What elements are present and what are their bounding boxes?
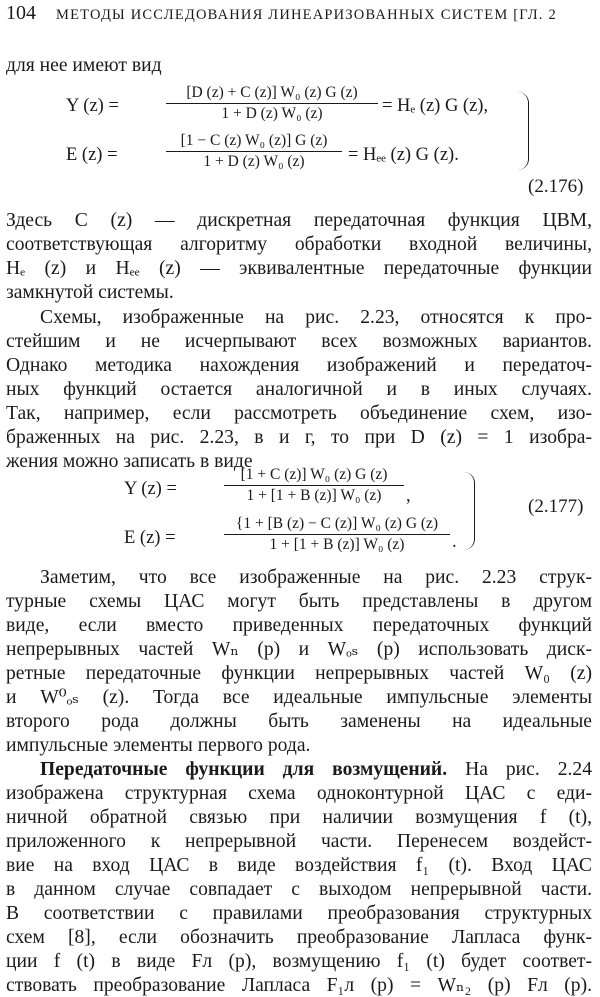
para1-line: соответствующая алгоритму обработки входной величины,: [6, 234, 592, 255]
eq177-line1-numerator: [1 + C (z)] W₀ (z) G (z): [224, 466, 404, 486]
eq176-line1-fraction: [166, 84, 378, 123]
para4-first-rest: На рис. 2.24: [447, 759, 592, 780]
eq176-brace-bottom: [518, 130, 529, 170]
eq177-line2-numerator: {1 + [B (z) − C (z)] W₀ (z) G (z): [224, 515, 450, 535]
para4-first-line: [6, 758, 592, 782]
para1-line: Hₑ (z) и Hₑₑ (z) — эквивалентные передаточные функции: [6, 258, 592, 279]
para3-line: непрерывных частей Wₙ (p) и Wₒₛ (p) использовать диск-: [6, 639, 592, 660]
para3-line: турные схемы ЦАС могут быть представлены в другом: [6, 591, 592, 612]
para1-line: Здесь C (z) — дискретная передаточная функция ЦВМ,: [6, 210, 592, 231]
page-number: 104: [6, 2, 36, 24]
eq176-brace-top: [518, 92, 529, 130]
para2-line: Схемы, изображенные на рис. 2.23, относятся к про-: [40, 307, 592, 328]
para4-line: ничной обратной связью при наличии возмущения f (t),: [6, 807, 592, 828]
eq177-line2-fraction: [224, 515, 450, 554]
eq176-line1-rhs: = Hₑ (z) G (z),: [382, 96, 489, 116]
para3-line: виде, если вместо приведенных передаточных функций: [6, 615, 592, 636]
eq176-line2-lhs: E (z) =: [66, 145, 118, 165]
eq177-line1-comma: ,: [406, 486, 411, 506]
para3-line: второго рода должны быть заменены на идеальные: [6, 711, 592, 732]
para4-line: ции f (t) в виде Fл (p), возмущению f₁ (t) будет соответ-: [6, 951, 592, 972]
para2-line: ных функций остается аналогичной и в иных случаях.: [6, 379, 592, 400]
eq177-line1-denominator: 1 + [1 + B (z)] W₀ (z): [246, 487, 382, 504]
running-head: МЕТОДЫ ИССЛЕДОВАНИЯ ЛИНЕАРИЗОВАННЫХ СИСТЕМ [ГЛ. 2: [56, 7, 557, 23]
para2-line: жения можно записать в виде: [6, 451, 253, 472]
eq176-line1-numerator: [D (z) + C (z)] W₀ (z) G (z): [166, 84, 378, 104]
para2-line: стейшим и не исчерпывают всех возможных вариантов.: [6, 331, 592, 352]
intro-line: для нее имеют вид: [6, 55, 162, 76]
eq177-brace-bottom: [464, 510, 475, 550]
eq176-line2-rhs: = Hₑₑ (z) G (z).: [348, 145, 459, 165]
eq177-brace-top: [464, 472, 475, 510]
para4-line: в данном случае совпадает с выходом непрерывной части.: [6, 879, 592, 900]
eq176-line2-fraction: [166, 132, 342, 171]
para4-line: схем [8], если обозначить преобразование Лапласа функ-: [6, 927, 592, 948]
para4-heading: Передаточные функции для возмущений.: [40, 759, 448, 780]
para2-line: браженных на рис. 2.23, в и г, то при D (z) = 1 изобра-: [6, 427, 592, 448]
eq177-line2-period: .: [452, 532, 457, 552]
eq176-number: (2.176): [528, 176, 584, 197]
eq176-line1-denominator: 1 + D (z) W₀ (z): [221, 105, 323, 122]
eq177-line1-lhs: Y (z) =: [124, 479, 177, 499]
para2-line: Так, например, если рассмотреть объединение схем, изо-: [6, 403, 592, 424]
para4-line: ствовать преобразование Лапласа F₁л (p) = Wₙ₂ (p) Fл (p).: [6, 975, 592, 996]
para3-line: Заметим, что все изображенные на рис. 2.23 струк-: [40, 567, 592, 588]
eq177-line2-denominator: 1 + [1 + B (z)] W₀ (z): [269, 536, 405, 553]
eq177-number: (2.177): [528, 496, 584, 517]
eq176-line2-numerator: [1 − C (z) W₀ (z)] G (z): [166, 132, 342, 152]
eq176-line2-denominator: 1 + D (z) W₀ (z): [203, 153, 305, 170]
para1-line: замкнутой системы.: [6, 282, 174, 303]
page-header: [6, 2, 592, 32]
para2-line: Однако методика нахождения изображений и передаточ-: [6, 355, 592, 376]
para4-line: В соответствии с правилами преобразования структурных: [6, 903, 592, 924]
para3-line: импульсные элементы первого рода.: [6, 735, 311, 756]
para3-line: и W⁰ₒₛ (z). Тогда все идеальные импульсные элементы: [6, 687, 592, 708]
para4-line: приложенного к непрерывной части. Перенесем воздейст-: [6, 831, 592, 852]
para4-line: вие на вход ЦАС в виде воздействия f₁ (t). Вход ЦАС: [6, 855, 592, 876]
para4-line: изображена структурная схема одноконтурной ЦАС с еди-: [6, 783, 592, 804]
para3-line: ретные передаточные функции непрерывных частей W₀ (z): [6, 663, 592, 684]
eq176-line1-lhs: Y (z) =: [66, 96, 119, 116]
book-page: [6, 0, 592, 997]
eq177-line2-lhs: E (z) =: [124, 528, 176, 548]
eq177-line1-fraction: [224, 466, 404, 505]
